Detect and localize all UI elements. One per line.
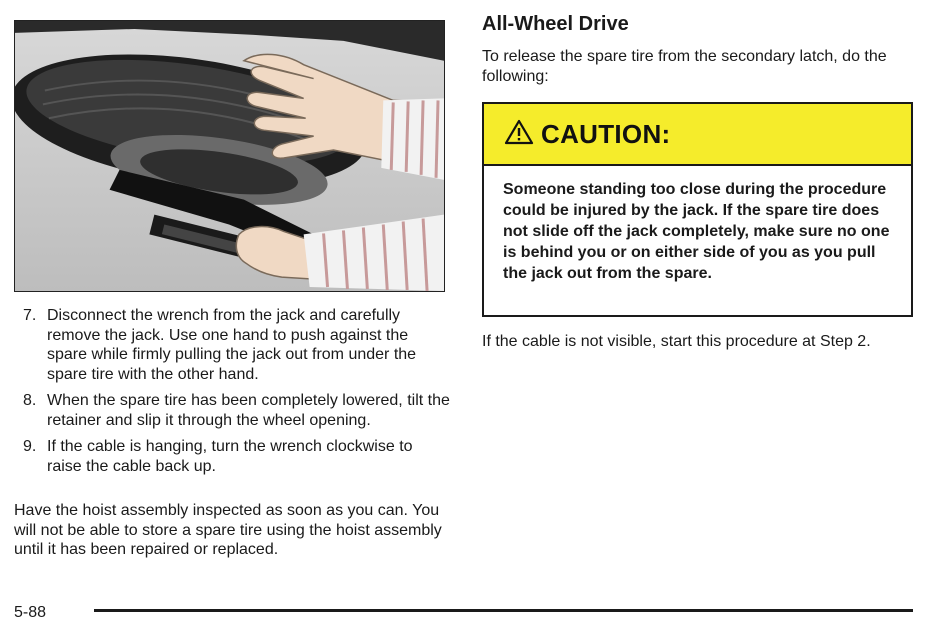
inspection-note: Have the hoist assembly inspected as soon as you can. You will not be able to store a spare tire using the hoist assembly until it has been repaired or replaced.	[14, 502, 442, 558]
step-text: Disconnect the wrench from the jack and carefully remove the jack. Use one hand to push against the spare while firmly pulling the jack out from under the spare tire with the other hand.	[47, 307, 417, 383]
page-number: 5-88	[14, 604, 47, 621]
cable-note: If the cable is not visible, start this procedure at Step 2.	[482, 333, 871, 350]
caution-text: Someone standing too close during the procedure could be injured by the jack. If the spare tire does not slide off the jack completely, make sure no one is behind you or on either side of you as you pull the jack out from the spare.	[503, 181, 890, 282]
caution-title: CAUTION:	[541, 118, 671, 149]
caution-box	[482, 102, 913, 317]
footer-rule	[94, 609, 913, 612]
step-text: When the spare tire has been completely lowered, tilt the retainer and slip it through the wheel opening.	[47, 392, 450, 429]
procedure-steps	[14, 306, 450, 483]
spare-tire-illustration	[15, 21, 444, 291]
step-item	[14, 437, 450, 476]
caution-header	[484, 104, 911, 166]
intro-paragraph: To release the spare tire from the secondary latch, do the following:	[482, 48, 887, 85]
step-number: 8.	[23, 392, 37, 409]
step-item	[14, 391, 450, 430]
step-item	[14, 306, 450, 384]
step-text: If the cable is hanging, turn the wrench clockwise to raise the cable back up.	[47, 438, 413, 475]
step-number: 9.	[23, 438, 37, 455]
section-heading: All-Wheel Drive	[482, 13, 629, 35]
warning-triangle-icon	[504, 119, 534, 145]
step-number: 7.	[23, 307, 37, 324]
spare-tire-photo	[14, 20, 445, 292]
